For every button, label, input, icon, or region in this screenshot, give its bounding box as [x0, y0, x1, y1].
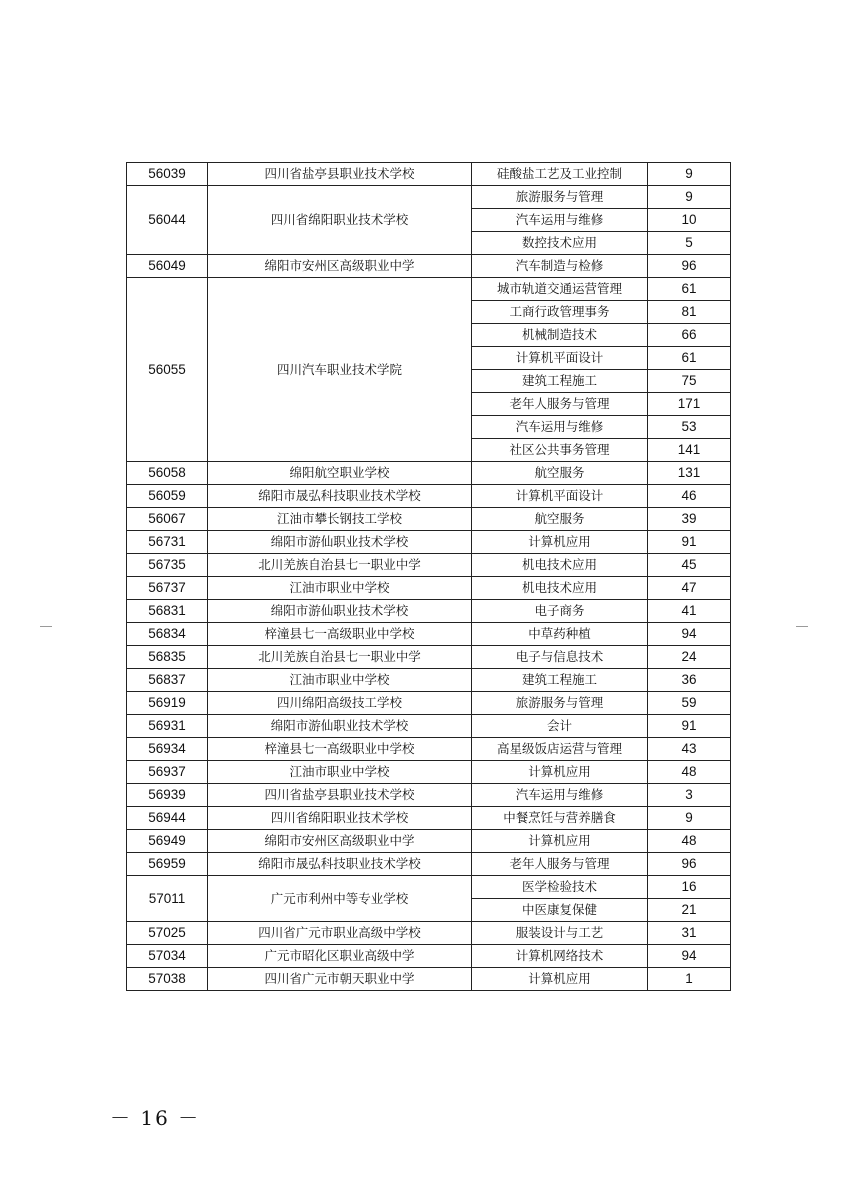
table-row: [127, 761, 731, 784]
major-name-cell: 中医康复保健: [472, 899, 648, 922]
major-name-cell: 老年人服务与管理: [472, 853, 648, 876]
school-code-cell: 56067: [127, 508, 208, 531]
school-name-cell: 广元市利州中等专业学校: [208, 876, 472, 922]
table-row: [127, 278, 731, 301]
enrollment-count-cell: 48: [648, 761, 731, 784]
school-code-cell: 56737: [127, 577, 208, 600]
major-name-cell: 旅游服务与管理: [472, 692, 648, 715]
table-row: [127, 922, 731, 945]
major-name-cell: 高星级饭店运营与管理: [472, 738, 648, 761]
enrollment-count-cell: 1: [648, 968, 731, 991]
enrollment-count-cell: 10: [648, 209, 731, 232]
enrollment-count-cell: 61: [648, 347, 731, 370]
table-row: [127, 669, 731, 692]
enrollment-count-cell: 96: [648, 255, 731, 278]
enrollment-count-cell: 24: [648, 646, 731, 669]
school-code-cell: 56039: [127, 163, 208, 186]
school-code-cell: 56931: [127, 715, 208, 738]
table-row: [127, 554, 731, 577]
major-name-cell: 医学检验技术: [472, 876, 648, 899]
enrollment-count-cell: 66: [648, 324, 731, 347]
school-name-cell: 四川省广元市职业高级中学校: [208, 922, 472, 945]
major-name-cell: 建筑工程施工: [472, 669, 648, 692]
enrollment-count-cell: 94: [648, 945, 731, 968]
school-name-cell: 江油市职业中学校: [208, 669, 472, 692]
major-name-cell: 电子与信息技术: [472, 646, 648, 669]
school-code-cell: 56934: [127, 738, 208, 761]
table-row: [127, 853, 731, 876]
enrollment-count-cell: 36: [648, 669, 731, 692]
enrollment-count-cell: 45: [648, 554, 731, 577]
enrollment-count-cell: 21: [648, 899, 731, 922]
school-name-cell: 绵阳市晟弘科技职业技术学校: [208, 853, 472, 876]
enrollment-count-cell: 39: [648, 508, 731, 531]
major-name-cell: 计算机应用: [472, 830, 648, 853]
school-name-cell: 广元市昭化区职业高级中学: [208, 945, 472, 968]
school-name-cell: 江油市职业中学校: [208, 761, 472, 784]
school-code-cell: 56055: [127, 278, 208, 462]
school-name-cell: 江油市攀长钢技工学校: [208, 508, 472, 531]
major-name-cell: 计算机网络技术: [472, 945, 648, 968]
enrollment-count-cell: 94: [648, 623, 731, 646]
school-code-cell: 56919: [127, 692, 208, 715]
school-code-cell: 56937: [127, 761, 208, 784]
enrollment-count-cell: 171: [648, 393, 731, 416]
enrollment-count-cell: 53: [648, 416, 731, 439]
enrollment-count-cell: 61: [648, 278, 731, 301]
school-name-cell: 江油市职业中学校: [208, 577, 472, 600]
enrollment-count-cell: 48: [648, 830, 731, 853]
school-code-cell: 57025: [127, 922, 208, 945]
major-name-cell: 机电技术应用: [472, 554, 648, 577]
school-name-cell: 绵阳市安州区高级职业中学: [208, 830, 472, 853]
major-name-cell: 计算机应用: [472, 531, 648, 554]
school-name-cell: 四川省盐亭县职业技术学校: [208, 163, 472, 186]
major-name-cell: 汽车运用与维修: [472, 209, 648, 232]
enrollment-count-cell: 9: [648, 807, 731, 830]
major-name-cell: 机械制造技术: [472, 324, 648, 347]
school-name-cell: 北川羌族自治县七一职业中学: [208, 646, 472, 669]
major-name-cell: 汽车运用与维修: [472, 784, 648, 807]
school-name-cell: 梓潼县七一高级职业中学校: [208, 623, 472, 646]
major-name-cell: 机电技术应用: [472, 577, 648, 600]
major-name-cell: 中餐烹饪与营养膳食: [472, 807, 648, 830]
page-number: － 16 －: [110, 1106, 201, 1130]
major-name-cell: 旅游服务与管理: [472, 186, 648, 209]
table-row: [127, 968, 731, 991]
major-name-cell: 社区公共事务管理: [472, 439, 648, 462]
major-name-cell: 计算机应用: [472, 968, 648, 991]
table-row: [127, 186, 731, 209]
table-row: [127, 945, 731, 968]
school-name-cell: 绵阳航空职业学校: [208, 462, 472, 485]
school-name-cell: 梓潼县七一高级职业中学校: [208, 738, 472, 761]
school-code-cell: 56831: [127, 600, 208, 623]
major-name-cell: 计算机平面设计: [472, 347, 648, 370]
enrollment-count-cell: 46: [648, 485, 731, 508]
major-name-cell: 城市轨道交通运营管理: [472, 278, 648, 301]
enrollment-table-body: [127, 163, 731, 991]
school-code-cell: 56049: [127, 255, 208, 278]
school-name-cell: 四川绵阳高级技工学校: [208, 692, 472, 715]
enrollment-count-cell: 91: [648, 531, 731, 554]
enrollment-count-cell: 47: [648, 577, 731, 600]
school-code-cell: 56834: [127, 623, 208, 646]
major-name-cell: 中草药种植: [472, 623, 648, 646]
major-name-cell: 建筑工程施工: [472, 370, 648, 393]
table-row: [127, 692, 731, 715]
enrollment-count-cell: 96: [648, 853, 731, 876]
school-name-cell: 四川省广元市朝天职业中学: [208, 968, 472, 991]
school-code-cell: 56044: [127, 186, 208, 255]
binding-mark-left: [40, 626, 52, 627]
major-name-cell: 航空服务: [472, 508, 648, 531]
table-row: [127, 255, 731, 278]
school-name-cell: 绵阳市安州区高级职业中学: [208, 255, 472, 278]
enrollment-count-cell: 43: [648, 738, 731, 761]
school-code-cell: 56835: [127, 646, 208, 669]
school-name-cell: 绵阳市游仙职业技术学校: [208, 600, 472, 623]
table-row: [127, 508, 731, 531]
school-code-cell: 57034: [127, 945, 208, 968]
school-name-cell: 绵阳市游仙职业技术学校: [208, 715, 472, 738]
enrollment-count-cell: 31: [648, 922, 731, 945]
table-row: [127, 600, 731, 623]
school-code-cell: 56735: [127, 554, 208, 577]
table-row: [127, 830, 731, 853]
school-code-cell: 56939: [127, 784, 208, 807]
school-name-cell: 北川羌族自治县七一职业中学: [208, 554, 472, 577]
table-row: [127, 462, 731, 485]
enrollment-count-cell: 81: [648, 301, 731, 324]
enrollment-count-cell: 131: [648, 462, 731, 485]
major-name-cell: 汽车运用与维修: [472, 416, 648, 439]
table-row: [127, 163, 731, 186]
school-code-cell: 57011: [127, 876, 208, 922]
table-row: [127, 784, 731, 807]
table-row: [127, 623, 731, 646]
enrollment-table: [126, 162, 731, 991]
school-code-cell: 56944: [127, 807, 208, 830]
major-name-cell: 老年人服务与管理: [472, 393, 648, 416]
school-code-cell: 56837: [127, 669, 208, 692]
major-name-cell: 电子商务: [472, 600, 648, 623]
school-code-cell: 56731: [127, 531, 208, 554]
school-name-cell: 四川省绵阳职业技术学校: [208, 186, 472, 255]
table-row: [127, 646, 731, 669]
table-row: [127, 876, 731, 899]
major-name-cell: 计算机应用: [472, 761, 648, 784]
table-row: [127, 485, 731, 508]
enrollment-count-cell: 16: [648, 876, 731, 899]
school-code-cell: 56058: [127, 462, 208, 485]
school-code-cell: 56949: [127, 830, 208, 853]
school-code-cell: 57038: [127, 968, 208, 991]
enrollment-count-cell: 3: [648, 784, 731, 807]
enrollment-count-cell: 91: [648, 715, 731, 738]
enrollment-count-cell: 5: [648, 232, 731, 255]
school-name-cell: 四川省盐亭县职业技术学校: [208, 784, 472, 807]
table-row: [127, 807, 731, 830]
table-row: [127, 715, 731, 738]
school-name-cell: 四川汽车职业技术学院: [208, 278, 472, 462]
major-name-cell: 计算机平面设计: [472, 485, 648, 508]
major-name-cell: 汽车制造与检修: [472, 255, 648, 278]
enrollment-count-cell: 9: [648, 163, 731, 186]
table-row: [127, 738, 731, 761]
table-row: [127, 531, 731, 554]
school-name-cell: 绵阳市游仙职业技术学校: [208, 531, 472, 554]
enrollment-count-cell: 75: [648, 370, 731, 393]
enrollment-count-cell: 9: [648, 186, 731, 209]
enrollment-count-cell: 141: [648, 439, 731, 462]
school-code-cell: 56059: [127, 485, 208, 508]
school-name-cell: 绵阳市晟弘科技职业技术学校: [208, 485, 472, 508]
major-name-cell: 服装设计与工艺: [472, 922, 648, 945]
major-name-cell: 会计: [472, 715, 648, 738]
enrollment-count-cell: 41: [648, 600, 731, 623]
major-name-cell: 数控技术应用: [472, 232, 648, 255]
major-name-cell: 航空服务: [472, 462, 648, 485]
school-name-cell: 四川省绵阳职业技术学校: [208, 807, 472, 830]
major-name-cell: 硅酸盐工艺及工业控制: [472, 163, 648, 186]
binding-mark-right: [796, 626, 808, 627]
school-code-cell: 56959: [127, 853, 208, 876]
table-row: [127, 577, 731, 600]
major-name-cell: 工商行政管理事务: [472, 301, 648, 324]
enrollment-count-cell: 59: [648, 692, 731, 715]
